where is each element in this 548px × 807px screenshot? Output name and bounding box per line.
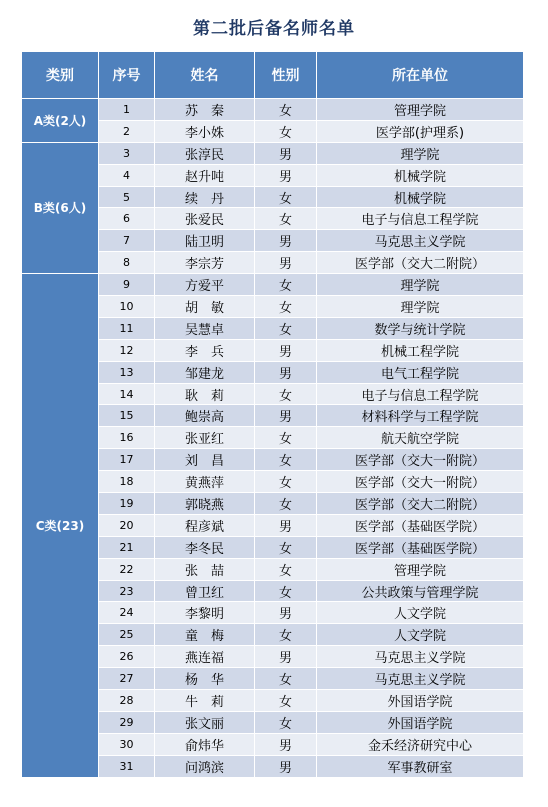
unit-cell: 机械学院 <box>317 164 524 186</box>
table-row <box>22 99 524 121</box>
gender-cell: 男 <box>255 230 317 252</box>
name-cell: 郭晓燕 <box>155 493 255 515</box>
seq-cell: 28 <box>99 690 155 712</box>
seq-cell: 25 <box>99 624 155 646</box>
header-seq: 序号 <box>99 52 155 99</box>
unit-cell: 材料科学与工程学院 <box>317 405 524 427</box>
gender-cell: 女 <box>255 317 317 339</box>
gender-cell: 男 <box>255 361 317 383</box>
name-cell: 曾卫红 <box>155 580 255 602</box>
gender-cell: 女 <box>255 449 317 471</box>
name-cell: 胡 敏 <box>155 296 255 318</box>
seq-cell: 2 <box>99 120 155 142</box>
unit-cell: 医学部（基础医学院） <box>317 536 524 558</box>
gender-cell: 女 <box>255 186 317 208</box>
seq-cell: 8 <box>99 252 155 274</box>
gender-cell: 女 <box>255 624 317 646</box>
table-body <box>22 99 524 778</box>
name-cell: 张爱民 <box>155 208 255 230</box>
gender-cell: 女 <box>255 580 317 602</box>
unit-cell: 理学院 <box>317 296 524 318</box>
gender-cell: 男 <box>255 142 317 164</box>
gender-cell: 女 <box>255 536 317 558</box>
seq-cell: 31 <box>99 755 155 777</box>
unit-cell: 公共政策与管理学院 <box>317 580 524 602</box>
gender-cell: 男 <box>255 733 317 755</box>
unit-cell: 医学部（交大二附院） <box>317 252 524 274</box>
gender-cell: 女 <box>255 558 317 580</box>
gender-cell: 女 <box>255 668 317 690</box>
name-cell: 李黎明 <box>155 602 255 624</box>
name-cell: 程彦斌 <box>155 514 255 536</box>
seq-cell: 9 <box>99 274 155 296</box>
seq-cell: 21 <box>99 536 155 558</box>
unit-cell: 马克思主义学院 <box>317 230 524 252</box>
gender-cell: 男 <box>255 164 317 186</box>
name-cell: 张 喆 <box>155 558 255 580</box>
seq-cell: 10 <box>99 296 155 318</box>
unit-cell: 医学部（交大二附院） <box>317 493 524 515</box>
seq-cell: 7 <box>99 230 155 252</box>
name-cell: 吴慧卓 <box>155 317 255 339</box>
gender-cell: 女 <box>255 208 317 230</box>
table-header-row <box>22 52 524 99</box>
gender-cell: 男 <box>255 602 317 624</box>
header-unit: 所在单位 <box>317 52 524 99</box>
page-title: 第二批后备名师名单 <box>193 19 355 39</box>
name-cell: 苏 秦 <box>155 99 255 121</box>
seq-cell: 14 <box>99 383 155 405</box>
unit-cell: 机械工程学院 <box>317 339 524 361</box>
name-cell: 耿 莉 <box>155 383 255 405</box>
name-cell: 陆卫明 <box>155 230 255 252</box>
seq-cell: 13 <box>99 361 155 383</box>
gender-cell: 男 <box>255 405 317 427</box>
seq-cell: 1 <box>99 99 155 121</box>
name-cell: 俞炜华 <box>155 733 255 755</box>
unit-cell: 医学部(护理系) <box>317 120 524 142</box>
unit-cell: 管理学院 <box>317 99 524 121</box>
unit-cell: 机械学院 <box>317 186 524 208</box>
name-cell: 黄燕萍 <box>155 471 255 493</box>
unit-cell: 医学部（基础医学院） <box>317 514 524 536</box>
gender-cell: 女 <box>255 493 317 515</box>
unit-cell: 人文学院 <box>317 602 524 624</box>
name-cell: 问鸿滨 <box>155 755 255 777</box>
seq-cell: 6 <box>99 208 155 230</box>
name-cell: 张文丽 <box>155 711 255 733</box>
unit-cell: 金禾经济研究中心 <box>317 733 524 755</box>
seq-cell: 20 <box>99 514 155 536</box>
gender-cell: 女 <box>255 383 317 405</box>
seq-cell: 3 <box>99 142 155 164</box>
name-cell: 杨 华 <box>155 668 255 690</box>
gender-cell: 女 <box>255 274 317 296</box>
name-cell: 李小姝 <box>155 120 255 142</box>
category-cell: A类(2人) <box>22 99 99 143</box>
unit-cell: 电子与信息工程学院 <box>317 208 524 230</box>
teacher-list-table <box>21 51 524 778</box>
gender-cell: 男 <box>255 646 317 668</box>
seq-cell: 16 <box>99 427 155 449</box>
gender-cell: 女 <box>255 99 317 121</box>
unit-cell: 航天航空学院 <box>317 427 524 449</box>
category-cell: C类(23) <box>22 274 99 777</box>
seq-cell: 23 <box>99 580 155 602</box>
seq-cell: 29 <box>99 711 155 733</box>
seq-cell: 26 <box>99 646 155 668</box>
unit-cell: 数学与统计学院 <box>317 317 524 339</box>
seq-cell: 17 <box>99 449 155 471</box>
name-cell: 鲍崇高 <box>155 405 255 427</box>
seq-cell: 5 <box>99 186 155 208</box>
gender-cell: 男 <box>255 339 317 361</box>
seq-cell: 19 <box>99 493 155 515</box>
unit-cell: 外国语学院 <box>317 690 524 712</box>
table-row <box>22 274 524 296</box>
gender-cell: 女 <box>255 120 317 142</box>
gender-cell: 男 <box>255 514 317 536</box>
table-row <box>22 142 524 164</box>
seq-cell: 11 <box>99 317 155 339</box>
unit-cell: 马克思主义学院 <box>317 646 524 668</box>
unit-cell: 外国语学院 <box>317 711 524 733</box>
name-cell: 李冬民 <box>155 536 255 558</box>
unit-cell: 电气工程学院 <box>317 361 524 383</box>
name-cell: 童 梅 <box>155 624 255 646</box>
unit-cell: 人文学院 <box>317 624 524 646</box>
name-cell: 李 兵 <box>155 339 255 361</box>
gender-cell: 女 <box>255 296 317 318</box>
unit-cell: 马克思主义学院 <box>317 668 524 690</box>
header-name: 姓名 <box>155 52 255 99</box>
seq-cell: 18 <box>99 471 155 493</box>
unit-cell: 军事教研室 <box>317 755 524 777</box>
gender-cell: 男 <box>255 755 317 777</box>
seq-cell: 22 <box>99 558 155 580</box>
category-cell: B类(6人) <box>22 142 99 273</box>
name-cell: 邹建龙 <box>155 361 255 383</box>
name-cell: 李宗芳 <box>155 252 255 274</box>
gender-cell: 女 <box>255 711 317 733</box>
unit-cell: 医学部（交大一附院） <box>317 449 524 471</box>
seq-cell: 24 <box>99 602 155 624</box>
gender-cell: 女 <box>255 427 317 449</box>
seq-cell: 30 <box>99 733 155 755</box>
name-cell: 刘 昌 <box>155 449 255 471</box>
name-cell: 方爱平 <box>155 274 255 296</box>
unit-cell: 理学院 <box>317 274 524 296</box>
gender-cell: 女 <box>255 690 317 712</box>
seq-cell: 15 <box>99 405 155 427</box>
seq-cell: 27 <box>99 668 155 690</box>
gender-cell: 女 <box>255 471 317 493</box>
header-category: 类别 <box>22 52 99 99</box>
unit-cell: 电子与信息工程学院 <box>317 383 524 405</box>
unit-cell: 管理学院 <box>317 558 524 580</box>
seq-cell: 12 <box>99 339 155 361</box>
header-gender: 性别 <box>255 52 317 99</box>
name-cell: 续 丹 <box>155 186 255 208</box>
name-cell: 张亚红 <box>155 427 255 449</box>
unit-cell: 医学部（交大一附院） <box>317 471 524 493</box>
name-cell: 燕连福 <box>155 646 255 668</box>
gender-cell: 男 <box>255 252 317 274</box>
name-cell: 张淳民 <box>155 142 255 164</box>
name-cell: 赵升吨 <box>155 164 255 186</box>
unit-cell: 理学院 <box>317 142 524 164</box>
name-cell: 牛 莉 <box>155 690 255 712</box>
seq-cell: 4 <box>99 164 155 186</box>
